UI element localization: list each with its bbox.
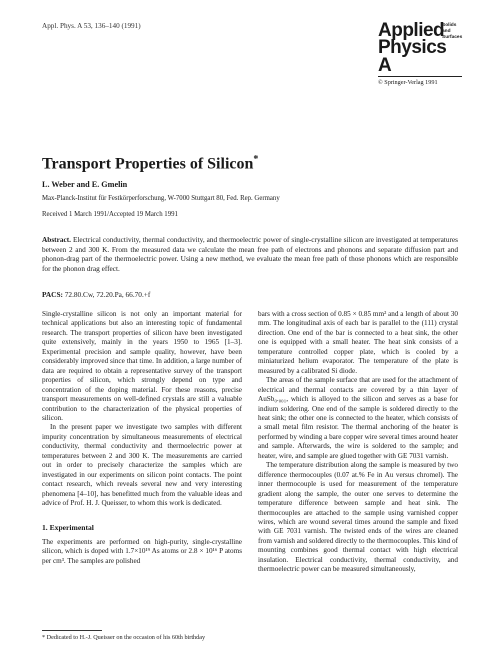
experimental-paragraph-4: The temperature distribution along the sample is measured by two difference thermocouples (0.07 at.% Fe in Au versus chromel). The inner thermocouple is used for measurement of the temperature gradient along the sample, the outer one serves to determine the temperature difference between sample and heat sink. The thermocouples are attached to the sample using varnished copper wires, which are wound several times around the sample and fixed with GE 7031 varnish. The twisted ends of the wires are cleaned from varnish and soldered directly to the thermocouples. This kind of mounting combines good thermal contact with high electrical insulation. Electrical conductivity, thermal conductivity, and thermoelectric power can be measured simultaneously, xyxy=(258,461,458,574)
logo-side-1: Solids xyxy=(442,23,457,28)
journal-reference: Appl. Phys. A 53, 136–140 (1991) xyxy=(42,22,141,30)
logo-rule xyxy=(378,76,462,77)
pacs-label: PACS: xyxy=(42,290,63,299)
abstract xyxy=(42,235,458,273)
intro-paragraph-2: In the present paper we investigate two samples with different impurity concentration by simultaneous measurements of electrical conductivity, thermal conductivity and thermoelectric power at temperatures between 2 and 300 K. The measurements are carried out in order to precisely characterize the samples which are investigated in our experiments on silicon point contacts. The point contact research, which reveals several new and very interesting phenomena [4–10], has benefitted much from the valuable ideas and advice of Prof. H. J. Queisser, to whom this work is dedicated. xyxy=(42,423,242,508)
authors: L. Weber and E. Gmelin xyxy=(42,180,128,189)
received-date: Received 1 March 1991/Accepted 19 March 1991 xyxy=(42,211,178,218)
logo-side-2: and xyxy=(442,29,451,34)
affiliation: Max-Planck-Institut für Festkörperforschung, W-7000 Stuttgart 80, Fed. Rep. Germany xyxy=(42,195,280,202)
logo-subtitle xyxy=(442,23,462,41)
journal-logo xyxy=(378,20,463,86)
logo-applied-text: Applied xyxy=(378,20,445,41)
footnote-divider xyxy=(42,630,102,631)
intro-paragraph-1: Single-crystalline silicon is not only an important material for technical applications but also an interesting topic of fundamental research. The transport properties of silicon have been investigated quite extensively, mainly in the years 1950 to 1965 [1–3]. Experimental precision and sample quality, however, have been considerably improved since that time. In addition, a large number of data are required to obtain a representative survey of the transport properties of silicon, which strongly depend on type and concentration of the doping material. For these reasons, precise transport measurements on well-defined crystals are still a valuable contribution to the characterization of the physical properties of silicon. xyxy=(42,310,242,422)
experimental-paragraph-3: The areas of the sample surface that are used for the attachment of electrical and thermal contacts are covered by a thin layer of AuSb₀.₀₀₁, which is alloyed to the silicon and serves as a base for indium soldering. One end of the sample is soldered directly to the heat sink; the other one is connected to the heater, which consists of a small metal film resistor. The thermal anchoring of the heater is performed by winding a bare copper wire several times around heater and sample. Afterwards, the wire is soldered to the sample; and heater, wire, and sample are glued together with GE 7031 varnish. xyxy=(258,376,458,460)
copyright: © Springer-Verlag 1991 xyxy=(378,79,438,86)
footnote: * Dedicated to H.-J. Queisser on the occasion of his 60th birthday xyxy=(42,634,206,641)
section-heading: 1. Experimental xyxy=(42,522,94,532)
abstract-text: Electrical conductivity, thermal conductivity, and thermoelectric power of single-crystalline silicon are investigated at temperatures between 2 and 300 K. From the measured data we calculate the mean free path of electrons and phonons and separate diffusion part and phonon-drag part of the thermoelectric power. Using a new method, we evaluate the mean free path of those phonons which are responsible for the phonon drag effect. xyxy=(42,235,458,273)
right-column xyxy=(258,310,458,575)
logo-side-3: Surfaces xyxy=(442,35,463,40)
logo-physics-text: Physics A xyxy=(378,37,447,76)
left-column xyxy=(42,310,242,566)
paper-title xyxy=(42,154,258,173)
experimental-paragraph-2: bars with a cross section of 0.85 × 0.85 mm² and a length of about 30 mm. The longitudinal axis of each bar is parallel to the (111) crystal direction. One end of the bar is connected to a heat sink, the other one is equipped with a small heater. The heat sink consists of a temperature controlled copper plate, which is cooled by a miniaturized helium evaporator. The temperature of the plate is measured by a calibrated Si diode. xyxy=(258,310,458,375)
abstract-label: Abstract. xyxy=(42,235,71,244)
pacs-codes: 72.80.Cw, 72.20.Pa, 66.70.+f xyxy=(64,290,151,299)
title-text: Transport Properties of Silicon xyxy=(42,155,254,173)
pacs xyxy=(42,290,150,299)
title-footnote-mark: * xyxy=(253,154,259,165)
experimental-paragraph-1: The experiments are performed on high-purity, single-crystalline silicon, which is doped with 1.7×10¹⁹ As atoms or 2.8 × 10¹⁶ P atoms per cm³. The samples are polished xyxy=(42,537,242,565)
